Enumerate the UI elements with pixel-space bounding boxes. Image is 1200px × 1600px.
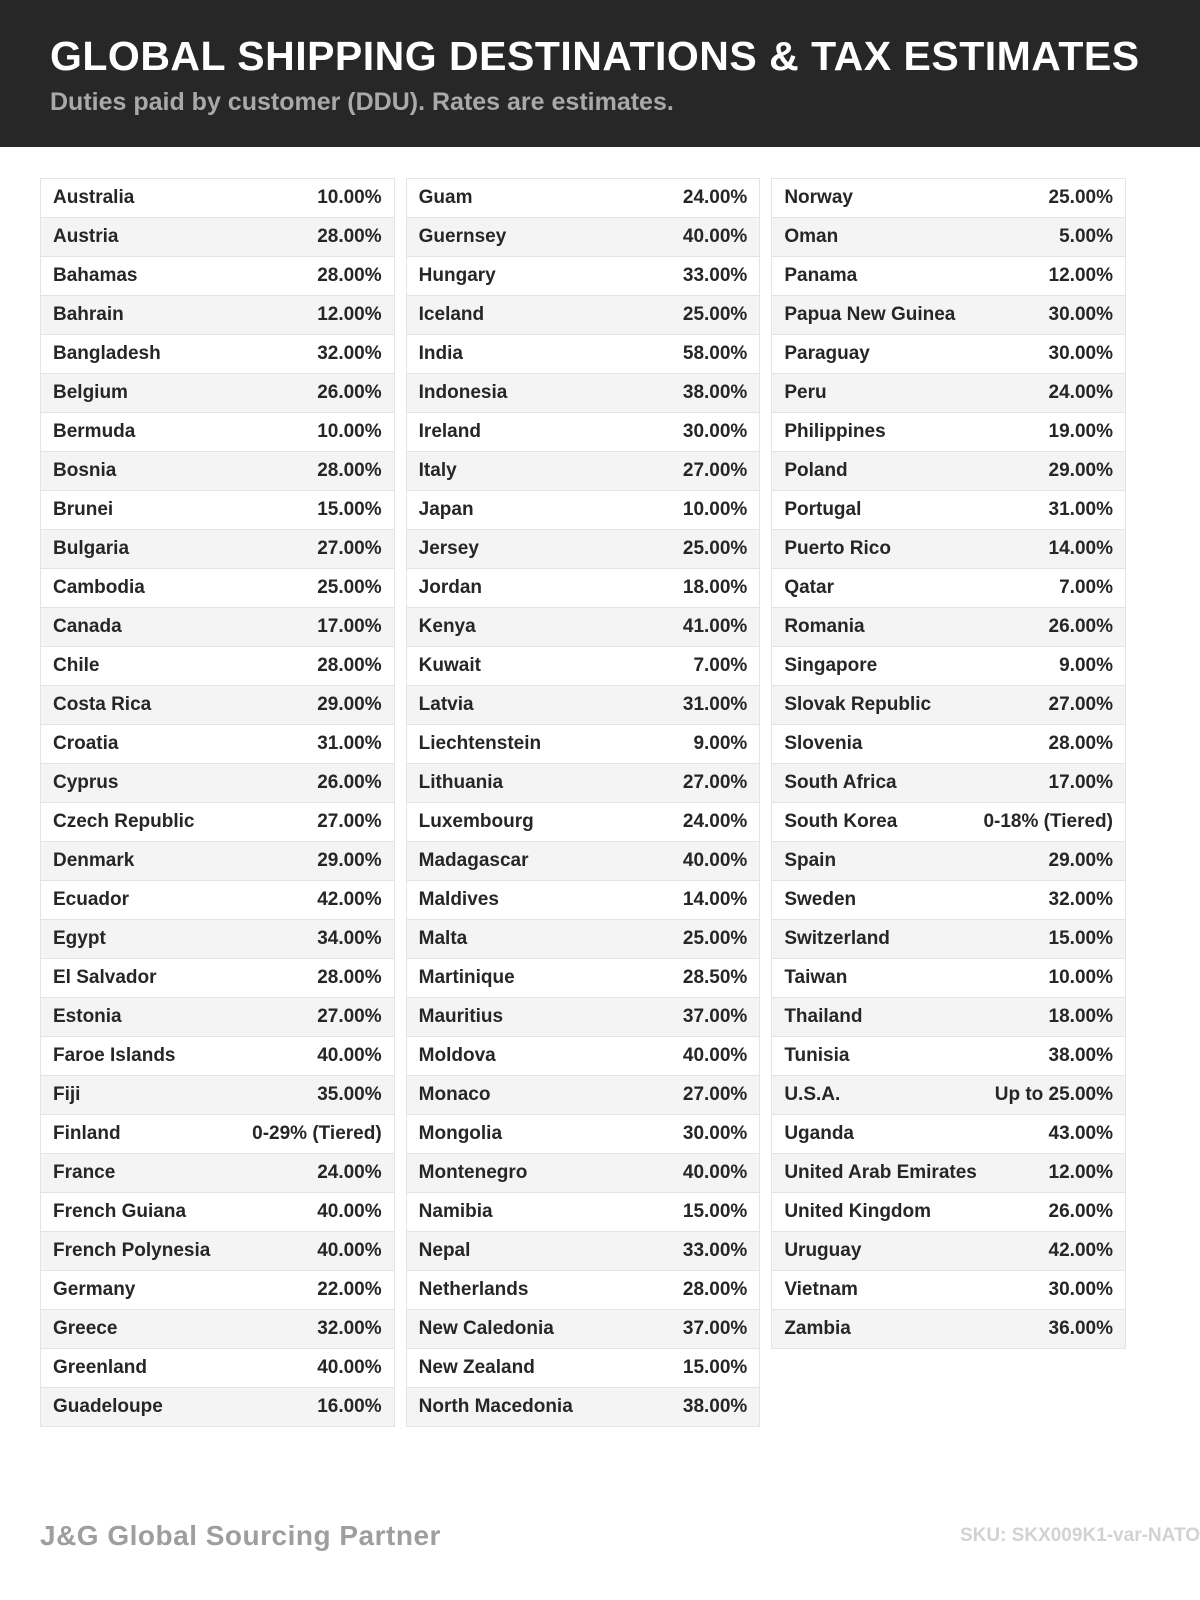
country-name: Singapore bbox=[784, 655, 878, 676]
table-row bbox=[406, 1075, 761, 1115]
table-row bbox=[40, 919, 395, 959]
country-name: Poland bbox=[784, 460, 848, 481]
country-name: North Macedonia bbox=[418, 1396, 573, 1417]
page-subtitle: Duties paid by customer (DDU). Rates are estimates. bbox=[50, 88, 674, 117]
tax-rate: 17.00% bbox=[317, 616, 382, 637]
tax-rate: 25.00% bbox=[682, 928, 748, 949]
table-row bbox=[771, 1153, 1126, 1193]
country-name: Denmark bbox=[53, 850, 135, 871]
country-name: Mongolia bbox=[418, 1123, 503, 1144]
table-row bbox=[406, 451, 761, 491]
tax-rate: 19.00% bbox=[1048, 421, 1113, 442]
table-row bbox=[40, 295, 395, 335]
country-name: Spain bbox=[784, 850, 837, 871]
tax-rate: 18.00% bbox=[1048, 1006, 1113, 1027]
country-name: United Arab Emirates bbox=[784, 1162, 977, 1183]
country-name: Greenland bbox=[53, 1357, 147, 1378]
tax-rate: 28.00% bbox=[317, 226, 382, 247]
country-name: French Polynesia bbox=[53, 1240, 211, 1261]
table-row bbox=[406, 568, 761, 608]
page-footer bbox=[40, 1520, 1200, 1552]
tax-rate: 31.00% bbox=[682, 694, 748, 715]
tax-rate: 0-29% (Tiered) bbox=[252, 1123, 382, 1144]
tax-rate: 40.00% bbox=[682, 850, 748, 871]
tax-rate: Up to 25.00% bbox=[994, 1084, 1113, 1105]
country-name: Kenya bbox=[418, 616, 476, 637]
country-name: Bahrain bbox=[53, 304, 124, 325]
tax-rate: 28.00% bbox=[1048, 733, 1113, 754]
tax-rate: 30.00% bbox=[1048, 343, 1113, 364]
country-name: Costa Rica bbox=[53, 694, 152, 715]
country-name: Qatar bbox=[784, 577, 834, 598]
country-name: Peru bbox=[784, 382, 827, 403]
country-name: Uruguay bbox=[784, 1240, 862, 1261]
country-name: Norway bbox=[784, 187, 853, 208]
tax-rate: 12.00% bbox=[1048, 1162, 1113, 1183]
tax-rate: 29.00% bbox=[317, 850, 382, 871]
tax-rate: 15.00% bbox=[1048, 928, 1113, 949]
brand-name: J&G Global Sourcing Partner bbox=[40, 1520, 441, 1551]
tax-rate: 34.00% bbox=[317, 928, 382, 949]
table-row bbox=[406, 334, 761, 374]
tax-rate: 58.00% bbox=[682, 343, 748, 364]
tax-rate: 32.00% bbox=[317, 1318, 382, 1339]
table-row bbox=[771, 1036, 1126, 1076]
tax-rate: 25.00% bbox=[1048, 187, 1113, 208]
table-row bbox=[771, 529, 1126, 569]
tax-rate: 29.00% bbox=[317, 694, 382, 715]
country-name: Vietnam bbox=[784, 1279, 858, 1300]
page-header bbox=[0, 0, 1200, 147]
country-name: Portugal bbox=[784, 499, 862, 520]
country-name: Moldova bbox=[418, 1045, 496, 1066]
table-row bbox=[40, 958, 395, 998]
tax-rate: 42.00% bbox=[1048, 1240, 1113, 1261]
tax-rate: 40.00% bbox=[317, 1240, 382, 1261]
country-name: Germany bbox=[53, 1279, 136, 1300]
table-row bbox=[406, 1309, 761, 1349]
country-name: Philippines bbox=[784, 421, 886, 442]
country-name: Australia bbox=[53, 187, 135, 208]
table-row bbox=[771, 1309, 1126, 1349]
country-name: Hungary bbox=[418, 265, 496, 286]
country-name: Slovenia bbox=[784, 733, 863, 754]
table-row bbox=[771, 607, 1126, 647]
tax-rate: 29.00% bbox=[1048, 850, 1113, 871]
tax-rate: 27.00% bbox=[317, 1006, 382, 1027]
country-name: Taiwan bbox=[784, 967, 848, 988]
table-row bbox=[406, 763, 761, 803]
tax-rate: 22.00% bbox=[317, 1279, 382, 1300]
table-row bbox=[406, 217, 761, 257]
table-row bbox=[40, 607, 395, 647]
country-name: United Kingdom bbox=[784, 1201, 932, 1222]
country-name: Guernsey bbox=[418, 226, 507, 247]
tax-rate: 40.00% bbox=[317, 1357, 382, 1378]
country-name: Mauritius bbox=[418, 1006, 504, 1027]
table-row bbox=[771, 802, 1126, 842]
tax-rate: 29.00% bbox=[1048, 460, 1113, 481]
table-row bbox=[406, 958, 761, 998]
tax-rate: 10.00% bbox=[682, 499, 748, 520]
table-row bbox=[771, 568, 1126, 608]
tax-rate: 37.00% bbox=[682, 1318, 748, 1339]
country-name: Switzerland bbox=[784, 928, 890, 949]
country-name: Oman bbox=[784, 226, 839, 247]
tax-rate: 28.00% bbox=[317, 655, 382, 676]
table-row bbox=[406, 529, 761, 569]
tax-rate: 25.00% bbox=[317, 577, 382, 598]
table-row bbox=[771, 217, 1126, 257]
page-title: GLOBAL SHIPPING DESTINATIONS & TAX ESTIMATES bbox=[50, 33, 1140, 79]
country-name: Faroe Islands bbox=[53, 1045, 176, 1066]
tax-rate: 24.00% bbox=[682, 811, 748, 832]
country-name: Tunisia bbox=[784, 1045, 850, 1066]
country-name: Sweden bbox=[784, 889, 857, 910]
tax-rate: 33.00% bbox=[682, 1240, 748, 1261]
country-name: Papua New Guinea bbox=[784, 304, 956, 325]
table-row bbox=[406, 880, 761, 920]
country-name: Ireland bbox=[418, 421, 481, 442]
table-row bbox=[40, 1075, 395, 1115]
tax-rate: 14.00% bbox=[1048, 538, 1113, 559]
tax-rate: 32.00% bbox=[317, 343, 382, 364]
tax-rate: 27.00% bbox=[682, 460, 748, 481]
table-row bbox=[771, 256, 1126, 296]
table-row bbox=[406, 997, 761, 1037]
table-row bbox=[771, 763, 1126, 803]
table-row bbox=[406, 1270, 761, 1310]
table-row bbox=[40, 880, 395, 920]
country-name: New Caledonia bbox=[418, 1318, 554, 1339]
country-name: Canada bbox=[53, 616, 122, 637]
country-name: Bangladesh bbox=[53, 343, 161, 364]
country-name: U.S.A. bbox=[784, 1084, 841, 1105]
tax-rate: 40.00% bbox=[317, 1201, 382, 1222]
tax-rate: 30.00% bbox=[682, 1123, 748, 1144]
tax-rate: 40.00% bbox=[682, 1045, 748, 1066]
table-row bbox=[40, 1231, 395, 1271]
tax-rate: 24.00% bbox=[317, 1162, 382, 1183]
table-row bbox=[771, 1192, 1126, 1232]
tax-rate: 10.00% bbox=[317, 421, 382, 442]
tax-rate: 42.00% bbox=[317, 889, 382, 910]
table-row bbox=[406, 646, 761, 686]
country-name: Maldives bbox=[418, 889, 499, 910]
country-name: Guadeloupe bbox=[53, 1396, 163, 1417]
table-row bbox=[40, 1348, 395, 1388]
table-row bbox=[406, 1036, 761, 1076]
table-column-3 bbox=[771, 178, 1126, 1349]
table-row bbox=[771, 880, 1126, 920]
table-row bbox=[40, 1387, 395, 1427]
table-row bbox=[406, 490, 761, 530]
table-row bbox=[406, 1114, 761, 1154]
country-name: Croatia bbox=[53, 733, 119, 754]
tax-rate: 36.00% bbox=[1048, 1318, 1113, 1339]
country-name: Estonia bbox=[53, 1006, 122, 1027]
country-name: Jordan bbox=[418, 577, 483, 598]
country-name: Madagascar bbox=[418, 850, 529, 871]
tax-rate: 15.00% bbox=[682, 1201, 748, 1222]
table-row bbox=[40, 763, 395, 803]
country-name: Malta bbox=[418, 928, 468, 949]
country-name: Ecuador bbox=[53, 889, 130, 910]
table-row bbox=[771, 412, 1126, 452]
table-row bbox=[40, 178, 395, 218]
table-row bbox=[771, 997, 1126, 1037]
tax-rate: 24.00% bbox=[682, 187, 748, 208]
tax-rate: 38.00% bbox=[682, 382, 748, 403]
country-name: Lithuania bbox=[418, 772, 504, 793]
table-row bbox=[40, 568, 395, 608]
table-row bbox=[406, 1231, 761, 1271]
table-row bbox=[406, 1153, 761, 1193]
table-row bbox=[40, 724, 395, 764]
table-row bbox=[40, 1036, 395, 1076]
table-row bbox=[771, 178, 1126, 218]
country-name: French Guiana bbox=[53, 1201, 187, 1222]
table-row bbox=[771, 334, 1126, 374]
tax-rate: 10.00% bbox=[317, 187, 382, 208]
tax-rate: 9.00% bbox=[693, 733, 748, 754]
tax-rate: 0-18% (Tiered) bbox=[983, 811, 1113, 832]
country-name: Belgium bbox=[53, 382, 128, 403]
tax-rate: 15.00% bbox=[317, 499, 382, 520]
tax-rate: 25.00% bbox=[682, 538, 748, 559]
table-column-1 bbox=[40, 178, 395, 1427]
tax-rate: 41.00% bbox=[682, 616, 748, 637]
table-row bbox=[40, 802, 395, 842]
country-name: New Zealand bbox=[418, 1357, 535, 1378]
country-name: Jersey bbox=[418, 538, 479, 559]
country-name: South Korea bbox=[784, 811, 898, 832]
table-row bbox=[406, 412, 761, 452]
tax-rate: 28.00% bbox=[317, 460, 382, 481]
tax-rate: 17.00% bbox=[1048, 772, 1113, 793]
country-name: Indonesia bbox=[418, 382, 508, 403]
tax-rate: 31.00% bbox=[1048, 499, 1113, 520]
country-name: Thailand bbox=[784, 1006, 863, 1027]
country-name: Egypt bbox=[53, 928, 106, 949]
tax-rate: 12.00% bbox=[317, 304, 382, 325]
tax-rate: 7.00% bbox=[693, 655, 748, 676]
country-name: El Salvador bbox=[53, 967, 157, 988]
tax-rate: 31.00% bbox=[317, 733, 382, 754]
country-name: Monaco bbox=[418, 1084, 491, 1105]
table-row bbox=[406, 919, 761, 959]
country-name: India bbox=[418, 343, 463, 364]
table-row bbox=[40, 1270, 395, 1310]
tax-rate: 5.00% bbox=[1059, 226, 1113, 247]
tax-rate: 26.00% bbox=[317, 772, 382, 793]
shipping-tax-table bbox=[40, 178, 1126, 1427]
country-name: Finland bbox=[53, 1123, 121, 1144]
tax-rate: 10.00% bbox=[1048, 967, 1113, 988]
country-name: Bahamas bbox=[53, 265, 138, 286]
table-row bbox=[771, 1231, 1126, 1271]
tax-rate: 30.00% bbox=[1048, 304, 1113, 325]
table-row bbox=[771, 451, 1126, 491]
country-name: Bosnia bbox=[53, 460, 117, 481]
tax-rate: 33.00% bbox=[682, 265, 748, 286]
tax-rate: 26.00% bbox=[1048, 1201, 1113, 1222]
tax-rate: 30.00% bbox=[1048, 1279, 1113, 1300]
country-name: Namibia bbox=[418, 1201, 493, 1222]
table-row bbox=[771, 373, 1126, 413]
country-name: Greece bbox=[53, 1318, 118, 1339]
tax-rate: 28.00% bbox=[317, 967, 382, 988]
table-row bbox=[40, 1114, 395, 1154]
tax-rate: 15.00% bbox=[682, 1357, 748, 1378]
table-row bbox=[771, 724, 1126, 764]
table-row bbox=[771, 958, 1126, 998]
country-name: Iceland bbox=[418, 304, 485, 325]
country-name: Martinique bbox=[418, 967, 515, 988]
tax-rate: 38.00% bbox=[1048, 1045, 1113, 1066]
table-row bbox=[40, 1309, 395, 1349]
country-name: Bulgaria bbox=[53, 538, 130, 559]
table-row bbox=[771, 1075, 1126, 1115]
country-name: Uganda bbox=[784, 1123, 855, 1144]
country-name: Cyprus bbox=[53, 772, 119, 793]
country-name: Italy bbox=[418, 460, 457, 481]
table-row bbox=[771, 685, 1126, 725]
country-name: Fiji bbox=[53, 1084, 81, 1105]
table-row bbox=[40, 841, 395, 881]
table-row bbox=[40, 646, 395, 686]
table-row bbox=[771, 490, 1126, 530]
tax-rate: 28.00% bbox=[682, 1279, 748, 1300]
table-row bbox=[406, 295, 761, 335]
tax-rate: 7.00% bbox=[1059, 577, 1113, 598]
table-row bbox=[406, 1192, 761, 1232]
table-row bbox=[40, 1153, 395, 1193]
country-name: Netherlands bbox=[418, 1279, 529, 1300]
tax-rate: 32.00% bbox=[1048, 889, 1113, 910]
tax-rate: 26.00% bbox=[1048, 616, 1113, 637]
country-name: Luxembourg bbox=[418, 811, 534, 832]
table-row bbox=[771, 919, 1126, 959]
tax-rate: 14.00% bbox=[682, 889, 748, 910]
tax-rate: 9.00% bbox=[1059, 655, 1113, 676]
country-name: Brunei bbox=[53, 499, 114, 520]
table-row bbox=[406, 1387, 761, 1427]
table-row bbox=[40, 256, 395, 296]
tax-rate: 27.00% bbox=[682, 1084, 748, 1105]
tax-rate: 28.50% bbox=[682, 967, 748, 988]
country-name: Nepal bbox=[418, 1240, 471, 1261]
country-name: Slovak Republic bbox=[784, 694, 932, 715]
tax-rate: 27.00% bbox=[1048, 694, 1113, 715]
table-row bbox=[771, 1270, 1126, 1310]
country-name: Chile bbox=[53, 655, 100, 676]
country-name: Cambodia bbox=[53, 577, 145, 598]
table-row bbox=[40, 373, 395, 413]
table-row bbox=[406, 802, 761, 842]
country-name: Panama bbox=[784, 265, 858, 286]
country-name: Czech Republic bbox=[53, 811, 195, 832]
table-row bbox=[771, 1114, 1126, 1154]
country-name: Latvia bbox=[418, 694, 474, 715]
country-name: Japan bbox=[418, 499, 474, 520]
table-row bbox=[771, 841, 1126, 881]
tax-rate: 40.00% bbox=[317, 1045, 382, 1066]
table-row bbox=[40, 685, 395, 725]
table-row bbox=[406, 685, 761, 725]
table-row bbox=[40, 490, 395, 530]
country-name: Zambia bbox=[784, 1318, 851, 1339]
tax-rate: 30.00% bbox=[682, 421, 748, 442]
country-name: Puerto Rico bbox=[784, 538, 891, 559]
table-row bbox=[40, 412, 395, 452]
country-name: Kuwait bbox=[418, 655, 481, 676]
country-name: Montenegro bbox=[418, 1162, 528, 1183]
tax-rate: 43.00% bbox=[1048, 1123, 1113, 1144]
tax-rate: 26.00% bbox=[317, 382, 382, 403]
country-name: Guam bbox=[418, 187, 473, 208]
table-row bbox=[40, 997, 395, 1037]
table-row bbox=[771, 646, 1126, 686]
tax-rate: 27.00% bbox=[682, 772, 748, 793]
table-row bbox=[40, 529, 395, 569]
tax-rate: 12.00% bbox=[1048, 265, 1113, 286]
table-row bbox=[406, 724, 761, 764]
tax-rate: 16.00% bbox=[317, 1396, 382, 1417]
country-name: Austria bbox=[53, 226, 119, 247]
table-row bbox=[771, 295, 1126, 335]
table-row bbox=[406, 841, 761, 881]
tax-rate: 18.00% bbox=[682, 577, 748, 598]
tax-rate: 25.00% bbox=[682, 304, 748, 325]
country-name: Bermuda bbox=[53, 421, 136, 442]
table-row bbox=[40, 334, 395, 374]
country-name: Liechtenstein bbox=[418, 733, 542, 754]
tax-rate: 27.00% bbox=[317, 811, 382, 832]
table-row bbox=[40, 451, 395, 491]
tax-rate: 40.00% bbox=[682, 226, 748, 247]
table-column-2 bbox=[406, 178, 761, 1427]
table-row bbox=[406, 373, 761, 413]
table-row bbox=[406, 1348, 761, 1388]
tax-rate: 40.00% bbox=[682, 1162, 748, 1183]
tax-rate: 27.00% bbox=[317, 538, 382, 559]
tax-rate: 38.00% bbox=[682, 1396, 748, 1417]
table-row bbox=[406, 256, 761, 296]
table-row bbox=[40, 217, 395, 257]
sku-label: SKU: SKX009K1-var-NATO bbox=[959, 1525, 1200, 1546]
table-row bbox=[406, 178, 761, 218]
tax-rate: 28.00% bbox=[317, 265, 382, 286]
tax-rate: 24.00% bbox=[1048, 382, 1113, 403]
table-row bbox=[406, 607, 761, 647]
country-name: France bbox=[53, 1162, 116, 1183]
tax-rate: 37.00% bbox=[682, 1006, 748, 1027]
tax-rate: 35.00% bbox=[317, 1084, 382, 1105]
country-name: South Africa bbox=[784, 772, 897, 793]
table-row bbox=[40, 1192, 395, 1232]
country-name: Romania bbox=[784, 616, 865, 637]
country-name: Paraguay bbox=[784, 343, 870, 364]
